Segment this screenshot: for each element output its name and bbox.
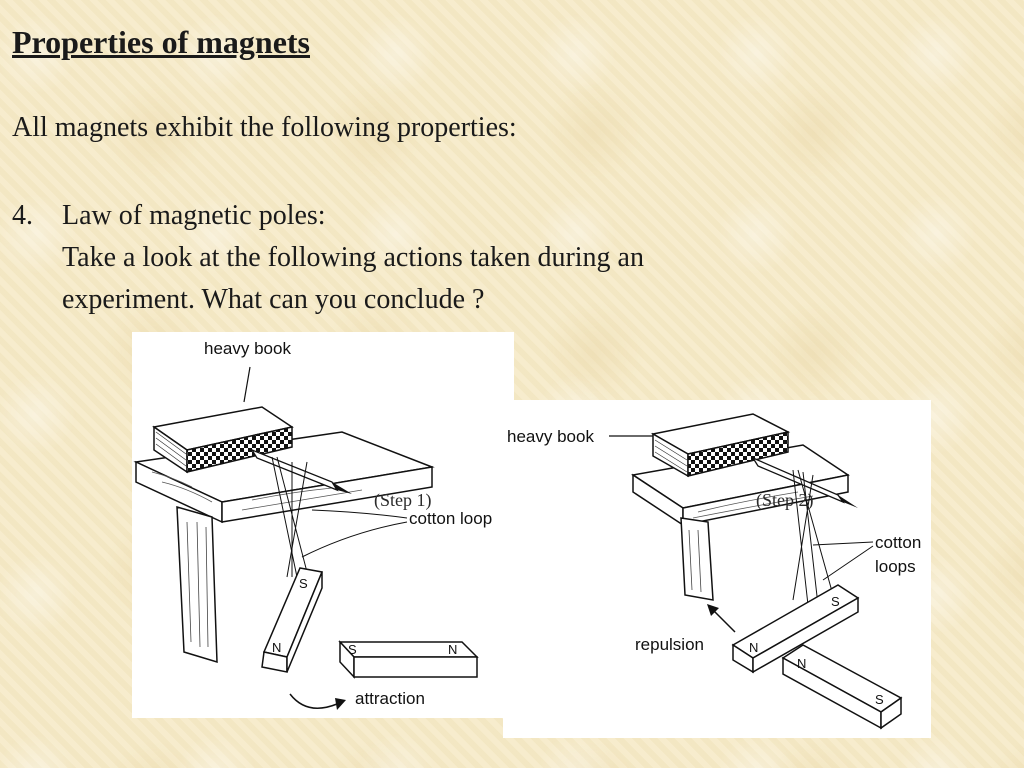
hanging-magnet-1 (262, 568, 322, 672)
label-heavy-book-1: heavy book (204, 339, 291, 358)
pole-label: N (272, 640, 282, 655)
label-heavy-book-2: heavy book (507, 427, 594, 446)
label-repulsion: repulsion (635, 635, 704, 654)
slide-title: Properties of magnets (12, 24, 310, 60)
attraction-diagram (132, 332, 514, 718)
list-item-text-line1: Take a look at the following actions taken during an (62, 242, 644, 273)
label-attraction: attraction (355, 689, 425, 708)
label-cotton-loop: cotton loop (409, 509, 493, 528)
intro-text: All magnets exhibit the following properties: (12, 112, 517, 143)
pole-label: S (348, 642, 357, 657)
step-2-label: (Step 2) (756, 490, 814, 510)
figure-repulsion (503, 400, 931, 738)
list-item-text-line2: experiment. What can you conclude ? (62, 284, 485, 315)
pole-label: S (831, 594, 840, 609)
step-1-label: (Step 1) (374, 490, 432, 510)
label-cotton-loops-line1: cotton (875, 533, 922, 552)
pole-label: N (448, 642, 458, 657)
pole-label: S (875, 692, 884, 707)
ground-magnet-1 (340, 642, 477, 677)
list-item-number: 4. (12, 200, 33, 231)
pole-label: N (749, 640, 759, 655)
figure-attraction (132, 332, 514, 718)
list-item-heading: Law of magnetic poles: (62, 200, 326, 231)
repulsion-diagram (503, 400, 931, 738)
label-cotton-loops-line2: loops (875, 557, 916, 576)
ground-magnet-2 (783, 645, 901, 728)
pole-label: N (797, 656, 807, 671)
pole-label: S (299, 576, 308, 591)
list-item-body (62, 195, 822, 321)
